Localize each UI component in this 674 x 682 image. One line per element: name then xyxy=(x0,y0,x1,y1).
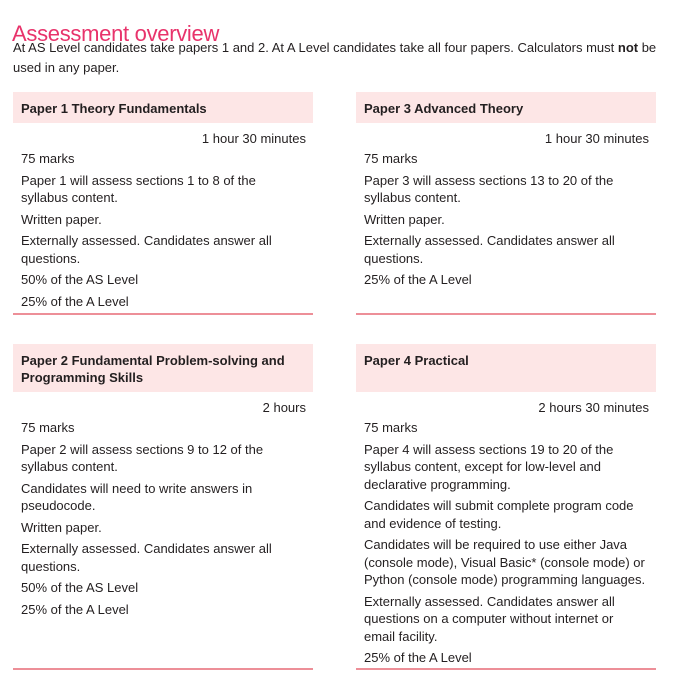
intro-emphasis: not xyxy=(617,40,639,55)
intro-paragraph xyxy=(13,38,663,78)
paper-title: Paper 1 Theory Fundamentals xyxy=(13,92,313,123)
detail-item: Paper 3 will assess sections 13 to 20 of the syllabus content. xyxy=(364,172,614,205)
detail-item: 25% of the A Level xyxy=(21,601,129,617)
detail-item: 25% of the A Level xyxy=(21,293,129,309)
paper-details xyxy=(13,416,313,618)
paper-details xyxy=(356,147,656,289)
detail-item: Externally assessed. Candidates answer all questions on a computer without internet or email facility. xyxy=(364,593,615,644)
detail-item: Externally assessed. Candidates answer all questions. xyxy=(21,233,272,266)
detail-item: Externally assessed. Candidates answer all questions. xyxy=(364,233,615,266)
paper-duration: 1 hour 30 minutes xyxy=(544,131,649,146)
detail-item: 25% of the A Level xyxy=(364,272,472,287)
detail-item: Paper 2 will assess sections 9 to 12 of the syllabus content. xyxy=(21,441,264,474)
detail-item: Paper 1 will assess sections 1 to 8 of the syllabus content. xyxy=(21,172,256,205)
paper-title: Paper 4 Practical xyxy=(356,344,656,392)
intro-text: At AS Level candidates take papers 1 and 2. At A Level candidates take all four papers. Calculators must xyxy=(13,40,618,55)
section-divider xyxy=(13,313,313,315)
detail-item: 75 marks xyxy=(21,420,75,435)
paper-duration: 2 hours xyxy=(262,400,306,415)
detail-item: Paper 4 will assess sections 19 to 20 of the syllabus content, except for low-level and declarative programming. xyxy=(364,441,614,492)
intro-text-end: be used in any paper. xyxy=(13,40,657,75)
detail-item: Externally assessed. Candidates answer all questions. xyxy=(21,541,272,574)
detail-item: Candidates will be required to use either Java (console mode), Visual Basic* (console mode) or Python (console mode) programming languages. xyxy=(364,537,646,587)
detail-item: 50% of the AS Level xyxy=(21,580,139,595)
paper-card-2 xyxy=(13,344,313,622)
detail-item: Candidates will submit complete program code and evidence of testing. xyxy=(364,498,634,531)
page-title: Assessment overview xyxy=(12,20,220,46)
paper-card-3 xyxy=(356,92,656,293)
detail-item: 75 marks xyxy=(364,420,418,435)
detail-item: 50% of the AS Level xyxy=(21,272,139,287)
detail-item: Written paper. xyxy=(21,211,102,227)
paper-details xyxy=(13,147,313,310)
paper-duration: 1 hour 30 minutes xyxy=(201,131,306,146)
paper-title: Paper 2 Fundamental Problem-solving and Programming Skills xyxy=(13,344,313,392)
section-divider xyxy=(356,313,656,315)
detail-item: Candidates will need to write answers in pseudocode. xyxy=(21,480,253,513)
paper-details xyxy=(356,416,656,667)
paper-title: Paper 3 Advanced Theory xyxy=(356,92,656,123)
detail-item: 75 marks xyxy=(364,151,418,166)
detail-item: 75 marks xyxy=(21,151,75,166)
section-divider xyxy=(13,668,313,670)
detail-item: Written paper. xyxy=(21,519,102,535)
detail-item: Written paper. xyxy=(364,211,445,227)
paper-card-4 xyxy=(356,344,656,671)
paper-duration: 2 hours 30 minutes xyxy=(538,400,649,415)
paper-card-1 xyxy=(13,92,313,314)
detail-item: 25% of the A Level xyxy=(364,650,472,665)
section-divider xyxy=(356,668,656,670)
